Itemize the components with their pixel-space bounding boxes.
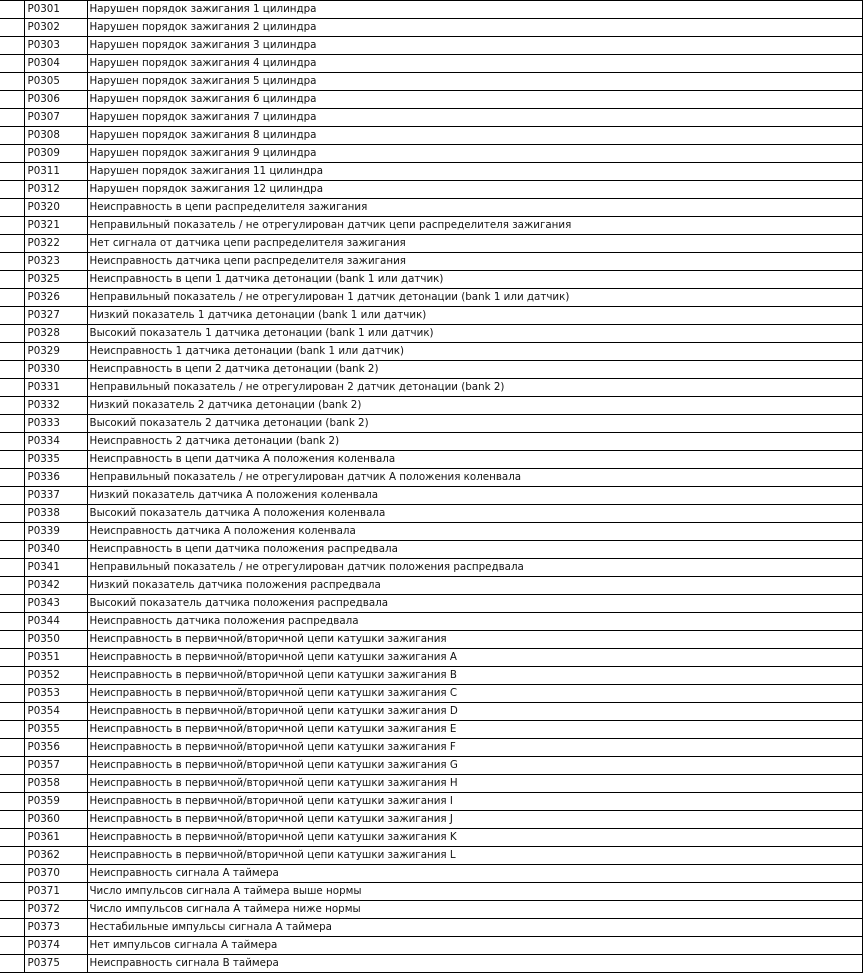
row-margin-cell	[0, 955, 24, 973]
error-code-cell[interactable]: P0358	[24, 775, 87, 793]
error-code-cell[interactable]: P0323	[24, 253, 87, 271]
table-row	[0, 109, 862, 127]
error-code-cell[interactable]: P0312	[24, 181, 87, 199]
error-description-cell[interactable]: Нарушен порядок зажигания 7 цилиндра	[87, 109, 862, 127]
table-row	[0, 955, 862, 973]
row-margin-cell	[0, 253, 24, 271]
error-description-cell[interactable]: Неисправность в цепи датчика A положения коленвала	[87, 451, 862, 469]
table-row	[0, 181, 862, 199]
error-code-cell[interactable]: P0337	[24, 487, 87, 505]
error-code-cell[interactable]: P0303	[24, 37, 87, 55]
error-description-cell[interactable]: Низкий показатель 1 датчика детонации (bank 1 или датчик)	[87, 307, 862, 325]
table-row	[0, 649, 862, 667]
table-row	[0, 163, 862, 181]
error-description-cell[interactable]: Неправильный показатель / не отрегулирован датчик A положения коленвала	[87, 469, 862, 487]
table-row	[0, 343, 862, 361]
table-row	[0, 523, 862, 541]
error-description-cell[interactable]: Неправильный показатель / не отрегулирован датчик цепи распределителя зажигания	[87, 217, 862, 235]
table-row	[0, 793, 862, 811]
row-margin-cell	[0, 469, 24, 487]
row-margin-cell	[0, 667, 24, 685]
table-row	[0, 19, 862, 37]
error-description-cell[interactable]: Нет сигнала от датчика цепи распределителя зажигания	[87, 235, 862, 253]
row-margin-cell	[0, 271, 24, 289]
error-code-cell[interactable]: P0372	[24, 901, 87, 919]
row-margin-cell	[0, 721, 24, 739]
table-row	[0, 415, 862, 433]
row-margin-cell	[0, 109, 24, 127]
table-row	[0, 775, 862, 793]
table-row	[0, 901, 862, 919]
error-code-cell[interactable]: P0370	[24, 865, 87, 883]
table-row	[0, 559, 862, 577]
row-margin-cell	[0, 37, 24, 55]
row-margin-cell	[0, 343, 24, 361]
table-row	[0, 433, 862, 451]
row-margin-cell	[0, 325, 24, 343]
table-row	[0, 487, 862, 505]
error-code-cell[interactable]: P0336	[24, 469, 87, 487]
error-codes-table-body	[0, 1, 862, 973]
row-margin-cell	[0, 703, 24, 721]
table-row	[0, 541, 862, 559]
error-code-cell[interactable]: P0360	[24, 811, 87, 829]
row-margin-cell	[0, 865, 24, 883]
error-code-cell[interactable]: P0338	[24, 505, 87, 523]
error-code-cell[interactable]: P0304	[24, 55, 87, 73]
table-row	[0, 829, 862, 847]
error-description-cell[interactable]: Низкий показатель датчика положения распредвала	[87, 577, 862, 595]
error-code-cell[interactable]: P0375	[24, 955, 87, 973]
error-description-cell[interactable]: Неисправность в первичной/вторичной цепи катушки зажигания J	[87, 811, 862, 829]
table-row	[0, 865, 862, 883]
error-description-cell[interactable]: Неисправность датчика A положения коленвала	[87, 523, 862, 541]
error-code-cell[interactable]: P0326	[24, 289, 87, 307]
error-code-cell[interactable]: P0374	[24, 937, 87, 955]
error-code-cell[interactable]: P0361	[24, 829, 87, 847]
table-row	[0, 37, 862, 55]
error-code-cell[interactable]: P0305	[24, 73, 87, 91]
row-margin-cell	[0, 919, 24, 937]
error-code-cell[interactable]: P0357	[24, 757, 87, 775]
table-row	[0, 361, 862, 379]
error-code-cell[interactable]: P0356	[24, 739, 87, 757]
table-row	[0, 469, 862, 487]
error-code-cell[interactable]: P0354	[24, 703, 87, 721]
error-description-cell[interactable]: Неисправность 2 датчика детонации (bank 2)	[87, 433, 862, 451]
error-description-cell[interactable]: Высокий показатель 1 датчика детонации (bank 1 или датчик)	[87, 325, 862, 343]
error-code-cell[interactable]: P0340	[24, 541, 87, 559]
error-code-cell[interactable]: P0334	[24, 433, 87, 451]
error-code-cell[interactable]: P0333	[24, 415, 87, 433]
table-row	[0, 397, 862, 415]
row-margin-cell	[0, 73, 24, 91]
error-description-cell[interactable]: Неисправность в первичной/вторичной цепи катушки зажигания K	[87, 829, 862, 847]
error-description-cell[interactable]: Неисправность в цепи распределителя зажигания	[87, 199, 862, 217]
table-row	[0, 631, 862, 649]
error-code-cell[interactable]: P0359	[24, 793, 87, 811]
row-margin-cell	[0, 181, 24, 199]
table-row	[0, 811, 862, 829]
row-margin-cell	[0, 307, 24, 325]
row-margin-cell	[0, 829, 24, 847]
row-margin-cell	[0, 91, 24, 109]
table-row	[0, 739, 862, 757]
row-margin-cell	[0, 739, 24, 757]
table-row	[0, 55, 862, 73]
table-row	[0, 451, 862, 469]
error-description-cell[interactable]: Число импульсов сигнала A таймера выше нормы	[87, 883, 862, 901]
table-row	[0, 379, 862, 397]
error-code-cell[interactable]: P0355	[24, 721, 87, 739]
row-margin-cell	[0, 379, 24, 397]
error-description-cell[interactable]: Неисправность в первичной/вторичной цепи катушки зажигания	[87, 631, 862, 649]
row-margin-cell	[0, 775, 24, 793]
error-description-cell[interactable]: Неисправность в первичной/вторичной цепи катушки зажигания G	[87, 757, 862, 775]
error-description-cell[interactable]: Неисправность сигнала A таймера	[87, 865, 862, 883]
error-code-cell[interactable]: P0339	[24, 523, 87, 541]
error-description-cell[interactable]: Неисправность в первичной/вторичной цепи катушки зажигания A	[87, 649, 862, 667]
error-description-cell[interactable]: Нарушен порядок зажигания 1 цилиндра	[87, 1, 862, 19]
error-description-cell[interactable]: Неисправность датчика положения распредвала	[87, 613, 862, 631]
table-row	[0, 217, 862, 235]
row-margin-cell	[0, 901, 24, 919]
row-margin-cell	[0, 649, 24, 667]
row-margin-cell	[0, 541, 24, 559]
row-margin-cell	[0, 505, 24, 523]
error-description-cell[interactable]: Неисправность в цепи датчика положения распредвала	[87, 541, 862, 559]
error-code-cell[interactable]: P0344	[24, 613, 87, 631]
row-margin-cell	[0, 613, 24, 631]
error-code-cell[interactable]: P0329	[24, 343, 87, 361]
error-code-cell[interactable]: P0325	[24, 271, 87, 289]
error-code-cell[interactable]: P0335	[24, 451, 87, 469]
error-description-cell[interactable]: Нарушен порядок зажигания 8 цилиндра	[87, 127, 862, 145]
error-description-cell[interactable]: Высокий показатель датчика A положения коленвала	[87, 505, 862, 523]
error-description-cell[interactable]: Нарушен порядок зажигания 4 цилиндра	[87, 55, 862, 73]
row-margin-cell	[0, 793, 24, 811]
error-code-cell[interactable]: P0342	[24, 577, 87, 595]
error-description-cell[interactable]: Нарушен порядок зажигания 3 цилиндра	[87, 37, 862, 55]
row-margin-cell	[0, 685, 24, 703]
error-code-cell[interactable]: P0343	[24, 595, 87, 613]
error-description-cell[interactable]: Неисправность датчика цепи распределителя зажигания	[87, 253, 862, 271]
error-description-cell[interactable]: Неправильный показатель / не отрегулирован 1 датчик детонации (bank 1 или датчик)	[87, 289, 862, 307]
error-description-cell[interactable]: Неисправность в первичной/вторичной цепи катушки зажигания F	[87, 739, 862, 757]
table-row	[0, 847, 862, 865]
error-code-cell[interactable]: P0328	[24, 325, 87, 343]
row-margin-cell	[0, 55, 24, 73]
error-code-cell[interactable]: P0307	[24, 109, 87, 127]
row-margin-cell	[0, 1, 24, 19]
row-margin-cell	[0, 217, 24, 235]
row-margin-cell	[0, 127, 24, 145]
error-code-cell[interactable]: P0327	[24, 307, 87, 325]
error-code-cell[interactable]: P0350	[24, 631, 87, 649]
error-description-cell[interactable]: Неправильный показатель / не отрегулирован датчик положения распредвала	[87, 559, 862, 577]
row-margin-cell	[0, 883, 24, 901]
error-code-cell[interactable]: P0341	[24, 559, 87, 577]
table-row	[0, 757, 862, 775]
error-code-cell[interactable]: P0371	[24, 883, 87, 901]
row-margin-cell	[0, 523, 24, 541]
row-margin-cell	[0, 595, 24, 613]
error-code-cell[interactable]: P0362	[24, 847, 87, 865]
error-description-cell[interactable]: Низкий показатель 2 датчика детонации (bank 2)	[87, 397, 862, 415]
error-description-cell[interactable]: Нарушен порядок зажигания 11 цилиндра	[87, 163, 862, 181]
error-code-cell[interactable]: P0322	[24, 235, 87, 253]
error-code-cell[interactable]: P0330	[24, 361, 87, 379]
table-row	[0, 199, 862, 217]
error-code-cell[interactable]: P0302	[24, 19, 87, 37]
row-margin-cell	[0, 235, 24, 253]
error-code-cell[interactable]: P0306	[24, 91, 87, 109]
table-row	[0, 577, 862, 595]
table-row	[0, 91, 862, 109]
error-code-cell[interactable]: P0351	[24, 649, 87, 667]
error-description-cell[interactable]: Неисправность в цепи 2 датчика детонации (bank 2)	[87, 361, 862, 379]
row-margin-cell	[0, 847, 24, 865]
table-row	[0, 325, 862, 343]
table-row	[0, 145, 862, 163]
row-margin-cell	[0, 163, 24, 181]
error-code-cell[interactable]: P0320	[24, 199, 87, 217]
table-row	[0, 1, 862, 19]
error-code-cell[interactable]: P0332	[24, 397, 87, 415]
error-description-cell[interactable]: Нарушен порядок зажигания 2 цилиндра	[87, 19, 862, 37]
table-row	[0, 253, 862, 271]
error-code-cell[interactable]: P0331	[24, 379, 87, 397]
error-description-cell[interactable]: Нарушен порядок зажигания 9 цилиндра	[87, 145, 862, 163]
table-row	[0, 613, 862, 631]
table-row	[0, 271, 862, 289]
table-row	[0, 667, 862, 685]
error-description-cell[interactable]: Неправильный показатель / не отрегулирован 2 датчик детонации (bank 2)	[87, 379, 862, 397]
table-row	[0, 919, 862, 937]
table-row	[0, 307, 862, 325]
error-code-cell[interactable]: P0309	[24, 145, 87, 163]
table-row	[0, 721, 862, 739]
table-row	[0, 595, 862, 613]
error-description-cell[interactable]: Неисправность в первичной/вторичной цепи катушки зажигания H	[87, 775, 862, 793]
row-margin-cell	[0, 487, 24, 505]
error-description-cell[interactable]: Неисправность в первичной/вторичной цепи катушки зажигания I	[87, 793, 862, 811]
error-code-cell[interactable]: P0308	[24, 127, 87, 145]
table-row	[0, 127, 862, 145]
error-description-cell[interactable]: Нет импульсов сигнала A таймера	[87, 937, 862, 955]
row-margin-cell	[0, 577, 24, 595]
error-code-cell[interactable]: P0301	[24, 1, 87, 19]
error-description-cell[interactable]: Нарушен порядок зажигания 12 цилиндра	[87, 181, 862, 199]
row-margin-cell	[0, 361, 24, 379]
row-margin-cell	[0, 757, 24, 775]
error-description-cell[interactable]: Неисправность сигнала B таймера	[87, 955, 862, 973]
table-row	[0, 73, 862, 91]
error-description-cell[interactable]: Неисправность в первичной/вторичной цепи катушки зажигания L	[87, 847, 862, 865]
error-description-cell[interactable]: Число импульсов сигнала A таймера ниже нормы	[87, 901, 862, 919]
row-margin-cell	[0, 631, 24, 649]
row-margin-cell	[0, 145, 24, 163]
error-description-cell[interactable]: Высокий показатель 2 датчика детонации (bank 2)	[87, 415, 862, 433]
error-code-cell[interactable]: P0373	[24, 919, 87, 937]
table-row	[0, 289, 862, 307]
error-description-cell[interactable]: Высокий показатель датчика положения распредвала	[87, 595, 862, 613]
table-row	[0, 685, 862, 703]
row-margin-cell	[0, 397, 24, 415]
row-margin-cell	[0, 451, 24, 469]
error-description-cell[interactable]: Неисправность в цепи 1 датчика детонации (bank 1 или датчик)	[87, 271, 862, 289]
row-margin-cell	[0, 19, 24, 37]
error-code-cell[interactable]: P0352	[24, 667, 87, 685]
table-row	[0, 937, 862, 955]
row-margin-cell	[0, 415, 24, 433]
error-code-cell[interactable]: P0353	[24, 685, 87, 703]
error-description-cell[interactable]: Неисправность в первичной/вторичной цепи катушки зажигания E	[87, 721, 862, 739]
row-margin-cell	[0, 289, 24, 307]
error-description-cell[interactable]: Нарушен порядок зажигания 5 цилиндра	[87, 73, 862, 91]
error-description-cell[interactable]: Неисправность 1 датчика детонации (bank 1 или датчик)	[87, 343, 862, 361]
row-margin-cell	[0, 199, 24, 217]
error-description-cell[interactable]: Нарушен порядок зажигания 6 цилиндра	[87, 91, 862, 109]
error-code-cell[interactable]: P0311	[24, 163, 87, 181]
error-code-cell[interactable]: P0321	[24, 217, 87, 235]
error-description-cell[interactable]: Нестабильные импульсы сигнала A таймера	[87, 919, 862, 937]
error-description-cell[interactable]: Неисправность в первичной/вторичной цепи катушки зажигания D	[87, 703, 862, 721]
table-row	[0, 505, 862, 523]
row-margin-cell	[0, 433, 24, 451]
error-description-cell[interactable]: Низкий показатель датчика A положения коленвала	[87, 487, 862, 505]
row-margin-cell	[0, 937, 24, 955]
row-margin-cell	[0, 811, 24, 829]
error-description-cell[interactable]: Неисправность в первичной/вторичной цепи катушки зажигания B	[87, 667, 862, 685]
table-row	[0, 235, 862, 253]
table-row	[0, 883, 862, 901]
row-margin-cell	[0, 559, 24, 577]
error-description-cell[interactable]: Неисправность в первичной/вторичной цепи катушки зажигания C	[87, 685, 862, 703]
table-row	[0, 703, 862, 721]
